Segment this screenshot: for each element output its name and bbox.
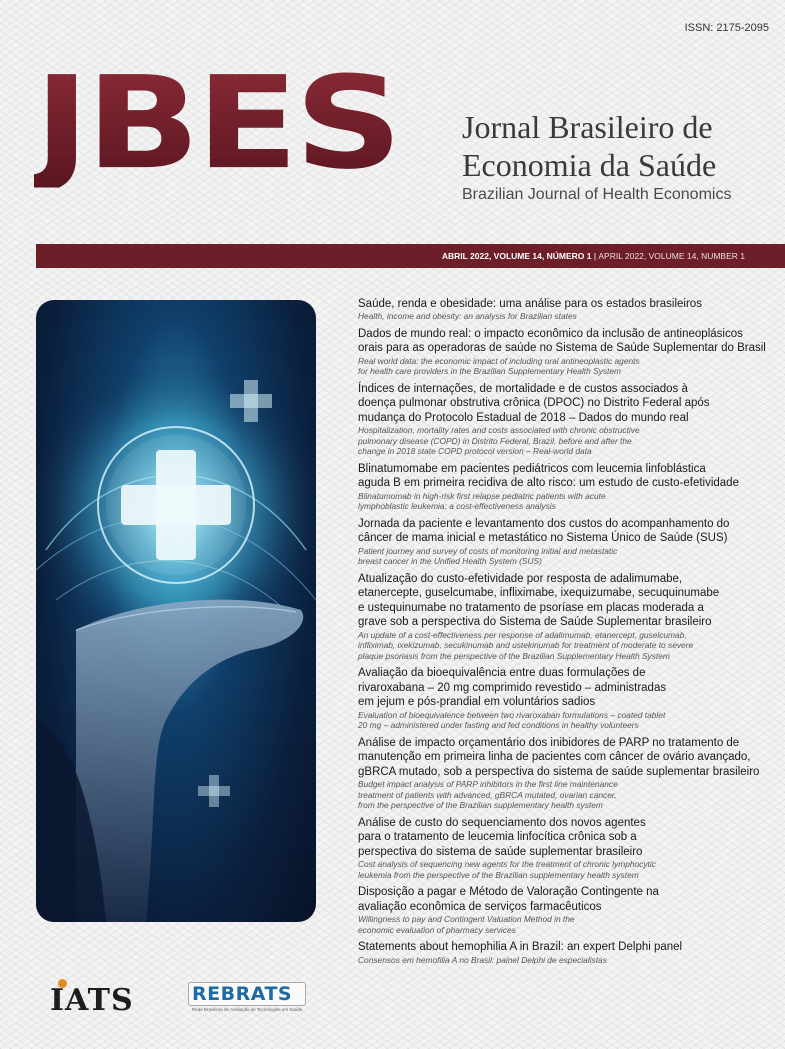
- cover-image: [36, 300, 316, 922]
- toc-item[interactable]: [358, 940, 778, 965]
- medical-cross-icon: [36, 300, 316, 922]
- article-title-en: Budget impact analysis of PARP inhibitors in the first line maintenance treatment of patients with advanced, gBRCA mutated, ovarian cancer, from the perspective of the Brazilian supplementary health system: [358, 779, 618, 811]
- toc-item[interactable]: [358, 327, 778, 377]
- article-title-en: Real world data: the economic impact of including oral antineoplastic agents for health care providers in the Brazilian Supplementary Health System: [358, 355, 640, 377]
- issue-separator: |: [591, 251, 599, 261]
- rebrats-logo: [188, 982, 306, 1012]
- toc-item[interactable]: [358, 572, 778, 661]
- article-title-pt: Consensos em hemofilia A no Brasil: painel Delphi de especialistas: [358, 954, 607, 965]
- toc-item[interactable]: [358, 462, 778, 512]
- article-title-pt: Avaliação da bioequivalência entre duas formulações de rivaroxabana – 20 mg comprimido revestido – administradas em jejum e pós-prandial em voluntários sadios: [358, 667, 667, 709]
- rebrats-logo-text: REBRATS: [192, 983, 293, 1005]
- article-title-pt: Atualização do custo-efetividade por resposta de adalimumabe, etanercepte, guselcumabe, infliximabe, ixequizumabe, secuquinumabe e ustequinumabe no tratamento de psoríase em placas moderada a grave sob a perspectiva do Sistema de Saúde Suplementar brasileiro: [358, 573, 720, 629]
- table-of-contents: [358, 297, 778, 970]
- rebrats-tagline: Rede Brasileira de Avaliação de Tecnologias em Saúde: [192, 1007, 303, 1012]
- toc-item[interactable]: [358, 297, 778, 322]
- article-title-en: Evaluation of bioequivalence between two rivaroxaban formulations – coated tablet 20 mg – administered under fasting and fed conditions in healthy volunteers: [358, 709, 666, 731]
- article-title-pt: Análise de custo do sequenciamento dos novos agentes para o tratamento de leucemia linfocítica crônica sob a perspectiva do sistema de saúde suplementar brasileiro: [358, 816, 646, 858]
- journal-title-pt: [462, 108, 716, 184]
- toc-item[interactable]: [358, 885, 778, 935]
- toc-item[interactable]: [358, 382, 778, 457]
- toc-item[interactable]: [358, 517, 778, 567]
- article-title-en: Health, income and obesity: an analysis for Brazilian states: [358, 311, 577, 322]
- issn: ISSN: 2175-2095: [684, 22, 769, 34]
- toc-item[interactable]: [358, 666, 778, 730]
- article-title-pt: Análise de impacto orçamentário dos inibidores de PARP no tratamento de manutenção em primeira linha de pacientes com câncer de ovário avançado, gBRCA mutado, sob a perspectiva do sistema de saúde suplementar brasileiro: [358, 736, 760, 778]
- toc-item[interactable]: [358, 736, 778, 811]
- article-title-pt: Saúde, renda e obesidade: uma análise para os estados brasileiros: [358, 298, 702, 310]
- journal-title-pt-line1: Jornal Brasileiro de: [462, 109, 713, 145]
- article-title-en: Hospitalization, mortality rates and costs associated with chronic obstructive pulmonary disease (COPD) in Distrito Federal, Brazil, before and after the change in 2018 state COPD protocol version – Real-world data: [358, 425, 640, 457]
- article-title-pt: Blinatumomabe em pacientes pediátricos com leucemia linfoblástica aguda B em primeira recidiva de alto risco: um estudo de custo-efetividade: [358, 463, 739, 490]
- article-title-pt: Disposição a pagar e Método de Valoração Contingente na avaliação econômica de serviços farmacêuticos: [358, 886, 659, 913]
- article-title-en: Blinatumomab in high-risk first relapse pediatric patients with acute lymphoblastic leukemia: a cost-effectiveness analysis: [358, 490, 606, 512]
- article-title-pt: Dados de mundo real: o impacto econômico da inclusão de antineoplásicos orais para as operadoras de saúde no Sistema de Saúde Suplementar do Brasil: [358, 328, 766, 355]
- article-title-en: Cost analysis of sequencing new agents for the treatment of chronic lymphocytic leukemia from the perspective of the Brazilian supplementary health system: [358, 859, 656, 880]
- iats-logo: [44, 975, 134, 1018]
- article-title-en: Willingness to pay and Contingent Valuation Method in the economic evaluation of pharmacy services: [358, 914, 575, 935]
- issue-en: APRIL 2022, VOLUME 14, NUMBER 1: [598, 251, 745, 261]
- issue-pt: ABRIL 2022, VOLUME 14, NÚMERO 1: [441, 251, 592, 261]
- article-title-en: Statements about hemophilia A in Brazil: an expert Delphi panel: [358, 941, 683, 954]
- toc-item[interactable]: [358, 816, 778, 880]
- journal-title-en: Brazilian Journal of Health Economics: [462, 186, 732, 203]
- journal-title-pt-line2: Economia da Saúde: [462, 147, 717, 183]
- article-title-pt: Jornada da paciente e levantamento dos custos do acompanhamento do câncer de mama inicial e metastático no Sistema Único de Saúde (SUS): [358, 518, 730, 545]
- jbes-logo: JBES: [34, 49, 399, 198]
- issue-bar: [36, 244, 785, 268]
- article-title-en: Patient journey and survey of costs of monitoring initial and metastatic breast cancer in the Unified Health System (SUS): [358, 545, 618, 567]
- article-title-en: An update of a cost-effectiveness per response of adalimumab, etanercept, guselcumab, infliximab, ixekizumab, secukinumab and ustekinumab for treatment of moderate to severe plaque psoriasis from the perspective of the Brazilian Supplementary Health System: [358, 629, 694, 661]
- iats-logo-text: IATS: [50, 983, 134, 1018]
- article-title-pt: Índices de internações, de mortalidade e de custos associados à doença pulmonar obstrutiva crônica (DPOC) no Distrito Federal após mudança do Protocolo Estadual de 2018 – Dados do mundo real: [358, 383, 710, 424]
